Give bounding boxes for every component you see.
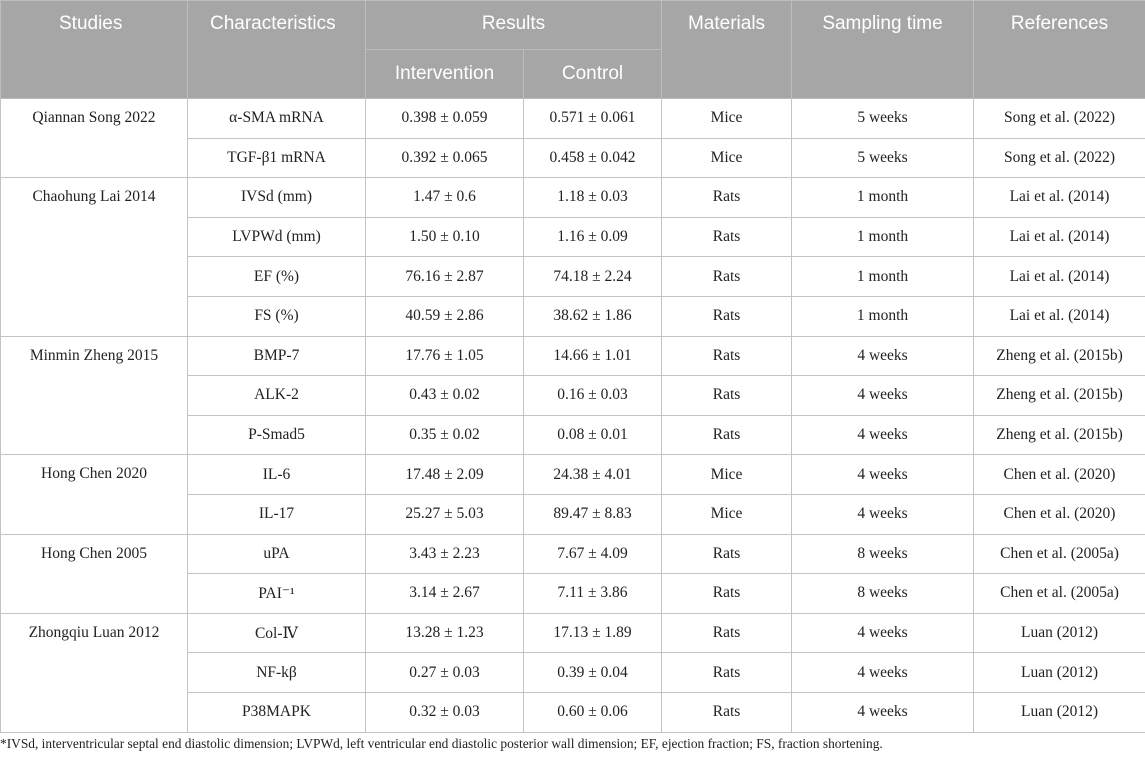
cell-control: 0.16 ± 0.03 xyxy=(524,376,662,416)
cell-sampling-time: 1 month xyxy=(792,296,974,336)
cell-sampling-time: 1 month xyxy=(792,257,974,297)
table-row xyxy=(1,613,1145,653)
cell-control: 0.39 ± 0.04 xyxy=(524,653,662,693)
cell-control: 7.11 ± 3.86 xyxy=(524,574,662,614)
cell-reference: Lai et al. (2014) xyxy=(974,296,1145,336)
cell-characteristic: NF-kβ xyxy=(188,653,366,693)
cell-characteristic: IVSd (mm) xyxy=(188,178,366,218)
cell-material: Mice xyxy=(662,455,792,495)
cell-control: 74.18 ± 2.24 xyxy=(524,257,662,297)
cell-control: 89.47 ± 8.83 xyxy=(524,494,662,534)
cell-sampling-time: 8 weeks xyxy=(792,574,974,614)
cell-intervention: 25.27 ± 5.03 xyxy=(366,494,524,534)
cell-characteristic: BMP-7 xyxy=(188,336,366,376)
cell-sampling-time: 4 weeks xyxy=(792,336,974,376)
cell-reference: Zheng et al. (2015b) xyxy=(974,336,1145,376)
header-sampling-time: Sampling time xyxy=(792,1,974,99)
header-studies: Studies xyxy=(1,1,188,99)
cell-intervention: 1.50 ± 0.10 xyxy=(366,217,524,257)
header-characteristics: Characteristics xyxy=(188,1,366,99)
table-body xyxy=(1,99,1145,733)
cell-material: Rats xyxy=(662,296,792,336)
cell-characteristic: IL-6 xyxy=(188,455,366,495)
cell-control: 38.62 ± 1.86 xyxy=(524,296,662,336)
cell-sampling-time: 5 weeks xyxy=(792,99,974,139)
cell-control: 0.60 ± 0.06 xyxy=(524,692,662,732)
cell-reference: Zheng et al. (2015b) xyxy=(974,376,1145,416)
cell-study: Chaohung Lai 2014 xyxy=(1,178,188,336)
cell-material: Rats xyxy=(662,336,792,376)
cell-characteristic: ALK-2 xyxy=(188,376,366,416)
cell-reference: Zheng et al. (2015b) xyxy=(974,415,1145,455)
header-intervention: Intervention xyxy=(366,50,524,99)
cell-sampling-time: 4 weeks xyxy=(792,692,974,732)
cell-intervention: 1.47 ± 0.6 xyxy=(366,178,524,218)
cell-characteristic: FS (%) xyxy=(188,296,366,336)
cell-intervention: 13.28 ± 1.23 xyxy=(366,613,524,653)
cell-intervention: 17.48 ± 2.09 xyxy=(366,455,524,495)
cell-sampling-time: 4 weeks xyxy=(792,415,974,455)
cell-sampling-time: 8 weeks xyxy=(792,534,974,574)
cell-intervention: 0.27 ± 0.03 xyxy=(366,653,524,693)
cell-material: Mice xyxy=(662,138,792,178)
cell-reference: Luan (2012) xyxy=(974,653,1145,693)
cell-reference: Luan (2012) xyxy=(974,692,1145,732)
cell-material: Mice xyxy=(662,494,792,534)
cell-study: Hong Chen 2005 xyxy=(1,534,188,613)
table-row xyxy=(1,99,1145,139)
cell-reference: Song et al. (2022) xyxy=(974,99,1145,139)
cell-intervention: 17.76 ± 1.05 xyxy=(366,336,524,376)
cell-study: Zhongqiu Luan 2012 xyxy=(1,613,188,732)
cell-material: Rats xyxy=(662,574,792,614)
cell-reference: Chen et al. (2020) xyxy=(974,494,1145,534)
cell-control: 7.67 ± 4.09 xyxy=(524,534,662,574)
cell-sampling-time: 1 month xyxy=(792,178,974,218)
cell-sampling-time: 4 weeks xyxy=(792,455,974,495)
cell-intervention: 0.398 ± 0.059 xyxy=(366,99,524,139)
cell-control: 14.66 ± 1.01 xyxy=(524,336,662,376)
cell-intervention: 0.32 ± 0.03 xyxy=(366,692,524,732)
cell-reference: Chen et al. (2020) xyxy=(974,455,1145,495)
cell-reference: Chen et al. (2005a) xyxy=(974,574,1145,614)
cell-material: Rats xyxy=(662,257,792,297)
cell-control: 0.458 ± 0.042 xyxy=(524,138,662,178)
cell-material: Rats xyxy=(662,653,792,693)
cell-material: Rats xyxy=(662,534,792,574)
cell-characteristic: P38MAPK xyxy=(188,692,366,732)
cell-intervention: 3.43 ± 2.23 xyxy=(366,534,524,574)
cell-control: 1.16 ± 0.09 xyxy=(524,217,662,257)
table-header xyxy=(1,1,1145,99)
cell-sampling-time: 4 weeks xyxy=(792,613,974,653)
cell-intervention: 76.16 ± 2.87 xyxy=(366,257,524,297)
cell-characteristic: TGF-β1 mRNA xyxy=(188,138,366,178)
cell-study: Hong Chen 2020 xyxy=(1,455,188,534)
cell-sampling-time: 4 weeks xyxy=(792,376,974,416)
cell-characteristic: EF (%) xyxy=(188,257,366,297)
cell-intervention: 40.59 ± 2.86 xyxy=(366,296,524,336)
cell-reference: Lai et al. (2014) xyxy=(974,257,1145,297)
cell-intervention: 0.392 ± 0.065 xyxy=(366,138,524,178)
cell-control: 0.571 ± 0.061 xyxy=(524,99,662,139)
cell-material: Rats xyxy=(662,178,792,218)
cell-characteristic: Col-Ⅳ xyxy=(188,613,366,653)
cell-characteristic: PAI⁻¹ xyxy=(188,574,366,614)
cell-material: Rats xyxy=(662,415,792,455)
table-row xyxy=(1,178,1145,218)
cell-characteristic: uPA xyxy=(188,534,366,574)
table-row xyxy=(1,455,1145,495)
cell-characteristic: LVPWd (mm) xyxy=(188,217,366,257)
cell-characteristic: IL-17 xyxy=(188,494,366,534)
cell-reference: Chen et al. (2005a) xyxy=(974,534,1145,574)
header-results: Results xyxy=(366,1,662,50)
table-row xyxy=(1,534,1145,574)
cell-study: Minmin Zheng 2015 xyxy=(1,336,188,455)
cell-reference: Lai et al. (2014) xyxy=(974,178,1145,218)
table-row xyxy=(1,336,1145,376)
cell-sampling-time: 4 weeks xyxy=(792,653,974,693)
cell-reference: Luan (2012) xyxy=(974,613,1145,653)
cell-reference: Lai et al. (2014) xyxy=(974,217,1145,257)
cell-study: Qiannan Song 2022 xyxy=(1,99,188,178)
cell-material: Rats xyxy=(662,613,792,653)
header-control: Control xyxy=(524,50,662,99)
cell-material: Rats xyxy=(662,692,792,732)
cell-characteristic: α-SMA mRNA xyxy=(188,99,366,139)
cell-control: 1.18 ± 0.03 xyxy=(524,178,662,218)
cell-material: Rats xyxy=(662,217,792,257)
cell-sampling-time: 4 weeks xyxy=(792,494,974,534)
header-references: References xyxy=(974,1,1145,99)
cell-sampling-time: 1 month xyxy=(792,217,974,257)
cell-intervention: 0.35 ± 0.02 xyxy=(366,415,524,455)
cell-intervention: 3.14 ± 2.67 xyxy=(366,574,524,614)
cell-control: 17.13 ± 1.89 xyxy=(524,613,662,653)
cell-sampling-time: 5 weeks xyxy=(792,138,974,178)
cell-control: 0.08 ± 0.01 xyxy=(524,415,662,455)
cell-material: Mice xyxy=(662,99,792,139)
cell-material: Rats xyxy=(662,376,792,416)
cell-reference: Song et al. (2022) xyxy=(974,138,1145,178)
cell-control: 24.38 ± 4.01 xyxy=(524,455,662,495)
cell-intervention: 0.43 ± 0.02 xyxy=(366,376,524,416)
header-materials: Materials xyxy=(662,1,792,99)
cell-characteristic: P-Smad5 xyxy=(188,415,366,455)
table-footnote: *IVSd, interventricular septal end diastolic dimension; LVPWd, left ventricular end diastolic posterior wall dimension; EF, ejection fraction; FS, fraction shortening. xyxy=(0,736,883,751)
